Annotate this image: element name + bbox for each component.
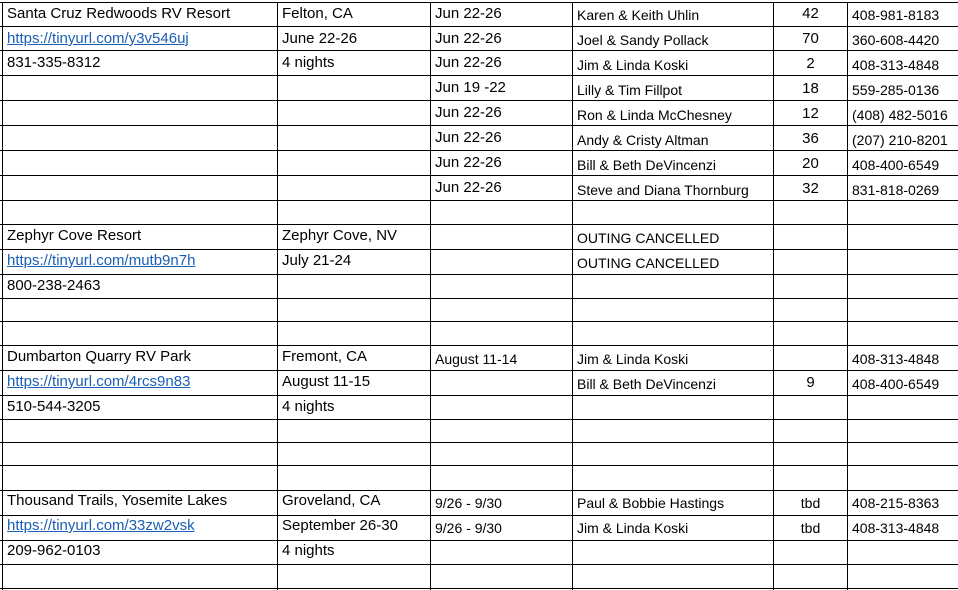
entry-phone: 408-313-4848 <box>852 520 940 536</box>
entry-site: 70 <box>802 30 819 47</box>
entry-names: Ron & Linda McChesney <box>577 107 732 123</box>
entry-dates: 9/26 - 9/30 <box>435 495 502 511</box>
campground-nights: 4 nights <box>282 542 335 559</box>
entry-names: Jim & Linda Koski <box>577 351 689 367</box>
entry-dates: Jun 22-26 <box>435 5 502 22</box>
campground-location: Fremont, CA <box>282 348 368 365</box>
entry-names: Bill & Beth DeVincenzi <box>577 157 717 173</box>
entry-phone: 408-400-6549 <box>852 157 940 173</box>
entry-phone: 831-818-0269 <box>852 182 940 198</box>
entry-site: 42 <box>802 5 819 22</box>
entry-dates: Jun 22-26 <box>435 104 502 121</box>
entry-phone: 408-313-4848 <box>852 351 940 367</box>
campground-link[interactable]: https://tinyurl.com/y3v546uj <box>7 30 189 47</box>
entry-site: 20 <box>802 155 819 172</box>
campground-nights: 4 nights <box>282 398 335 415</box>
entry-phone: 360-608-4420 <box>852 32 940 48</box>
entry-dates: August 11-14 <box>435 351 518 367</box>
entry-names: Paul & Bobbie Hastings <box>577 495 725 511</box>
campground-link[interactable]: https://tinyurl.com/mutb9n7h <box>7 252 196 269</box>
campground-name: Thousand Trails, Yosemite Lakes <box>7 492 228 509</box>
entry-names: Joel & Sandy Pollack <box>577 32 709 48</box>
entry-names: Lilly & Tim Fillpot <box>577 82 683 98</box>
campground-phone: 800-238-2463 <box>7 277 101 294</box>
campground-name: Zephyr Cove Resort <box>7 227 142 244</box>
entry-phone: 408-313-4848 <box>852 57 940 73</box>
campground-dates: June 22-26 <box>282 30 358 47</box>
campground-link[interactable]: https://tinyurl.com/4rcs9n83 <box>7 373 191 390</box>
campground-name: Santa Cruz Redwoods RV Resort <box>7 5 231 22</box>
entry-site: 2 <box>806 55 815 72</box>
entry-dates: Jun 22-26 <box>435 129 502 146</box>
entry-names: Andy & Cristy Altman <box>577 132 709 148</box>
entry-names: Steve and Diana Thornburg <box>577 182 749 198</box>
status-cancelled: OUTING CANCELLED <box>577 230 720 246</box>
campground-location: Zephyr Cove, NV <box>282 227 398 244</box>
entry-dates: Jun 22-26 <box>435 154 502 171</box>
entry-site: 18 <box>802 80 819 97</box>
entry-names: Karen & Keith Uhlin <box>577 7 700 23</box>
entry-dates: Jun 19 -22 <box>435 79 506 96</box>
entry-phone: (207) 210-8201 <box>852 132 948 148</box>
entry-site: 12 <box>802 105 819 122</box>
entry-phone: 408-981-8183 <box>852 7 940 23</box>
entry-dates: Jun 22-26 <box>435 30 502 47</box>
entry-site: tbd <box>800 495 821 511</box>
entry-site: 9 <box>806 374 815 391</box>
campground-dates: September 26-30 <box>282 517 398 534</box>
campground-phone: 209-962-0103 <box>7 542 101 559</box>
entry-dates: Jun 22-26 <box>435 179 502 196</box>
entry-names: Bill & Beth DeVincenzi <box>577 376 717 392</box>
campground-name: Dumbarton Quarry RV Park <box>7 348 191 365</box>
entry-phone: (408) 482-5016 <box>852 107 948 123</box>
entry-names: Jim & Linda Koski <box>577 520 689 536</box>
entry-phone: 408-400-6549 <box>852 376 940 392</box>
entry-phone: 408-215-8363 <box>852 495 940 511</box>
campground-dates: July 21-24 <box>282 252 352 269</box>
campground-location: Groveland, CA <box>282 492 381 509</box>
campground-dates: August 11-15 <box>282 373 371 390</box>
campground-phone: 831-335-8312 <box>7 54 101 71</box>
campground-location: Felton, CA <box>282 5 353 22</box>
entry-site: 36 <box>802 130 819 147</box>
campground-link[interactable]: https://tinyurl.com/33zw2vsk <box>7 517 195 534</box>
campground-nights: 4 nights <box>282 54 335 71</box>
entry-dates: 9/26 - 9/30 <box>435 520 502 536</box>
entry-site: tbd <box>800 520 821 536</box>
entry-site: 32 <box>802 180 819 197</box>
entry-phone: 559-285-0136 <box>852 82 940 98</box>
campground-phone: 510-544-3205 <box>7 398 101 415</box>
status-cancelled: OUTING CANCELLED <box>577 255 720 271</box>
entry-dates: Jun 22-26 <box>435 54 502 71</box>
entry-names: Jim & Linda Koski <box>577 57 689 73</box>
